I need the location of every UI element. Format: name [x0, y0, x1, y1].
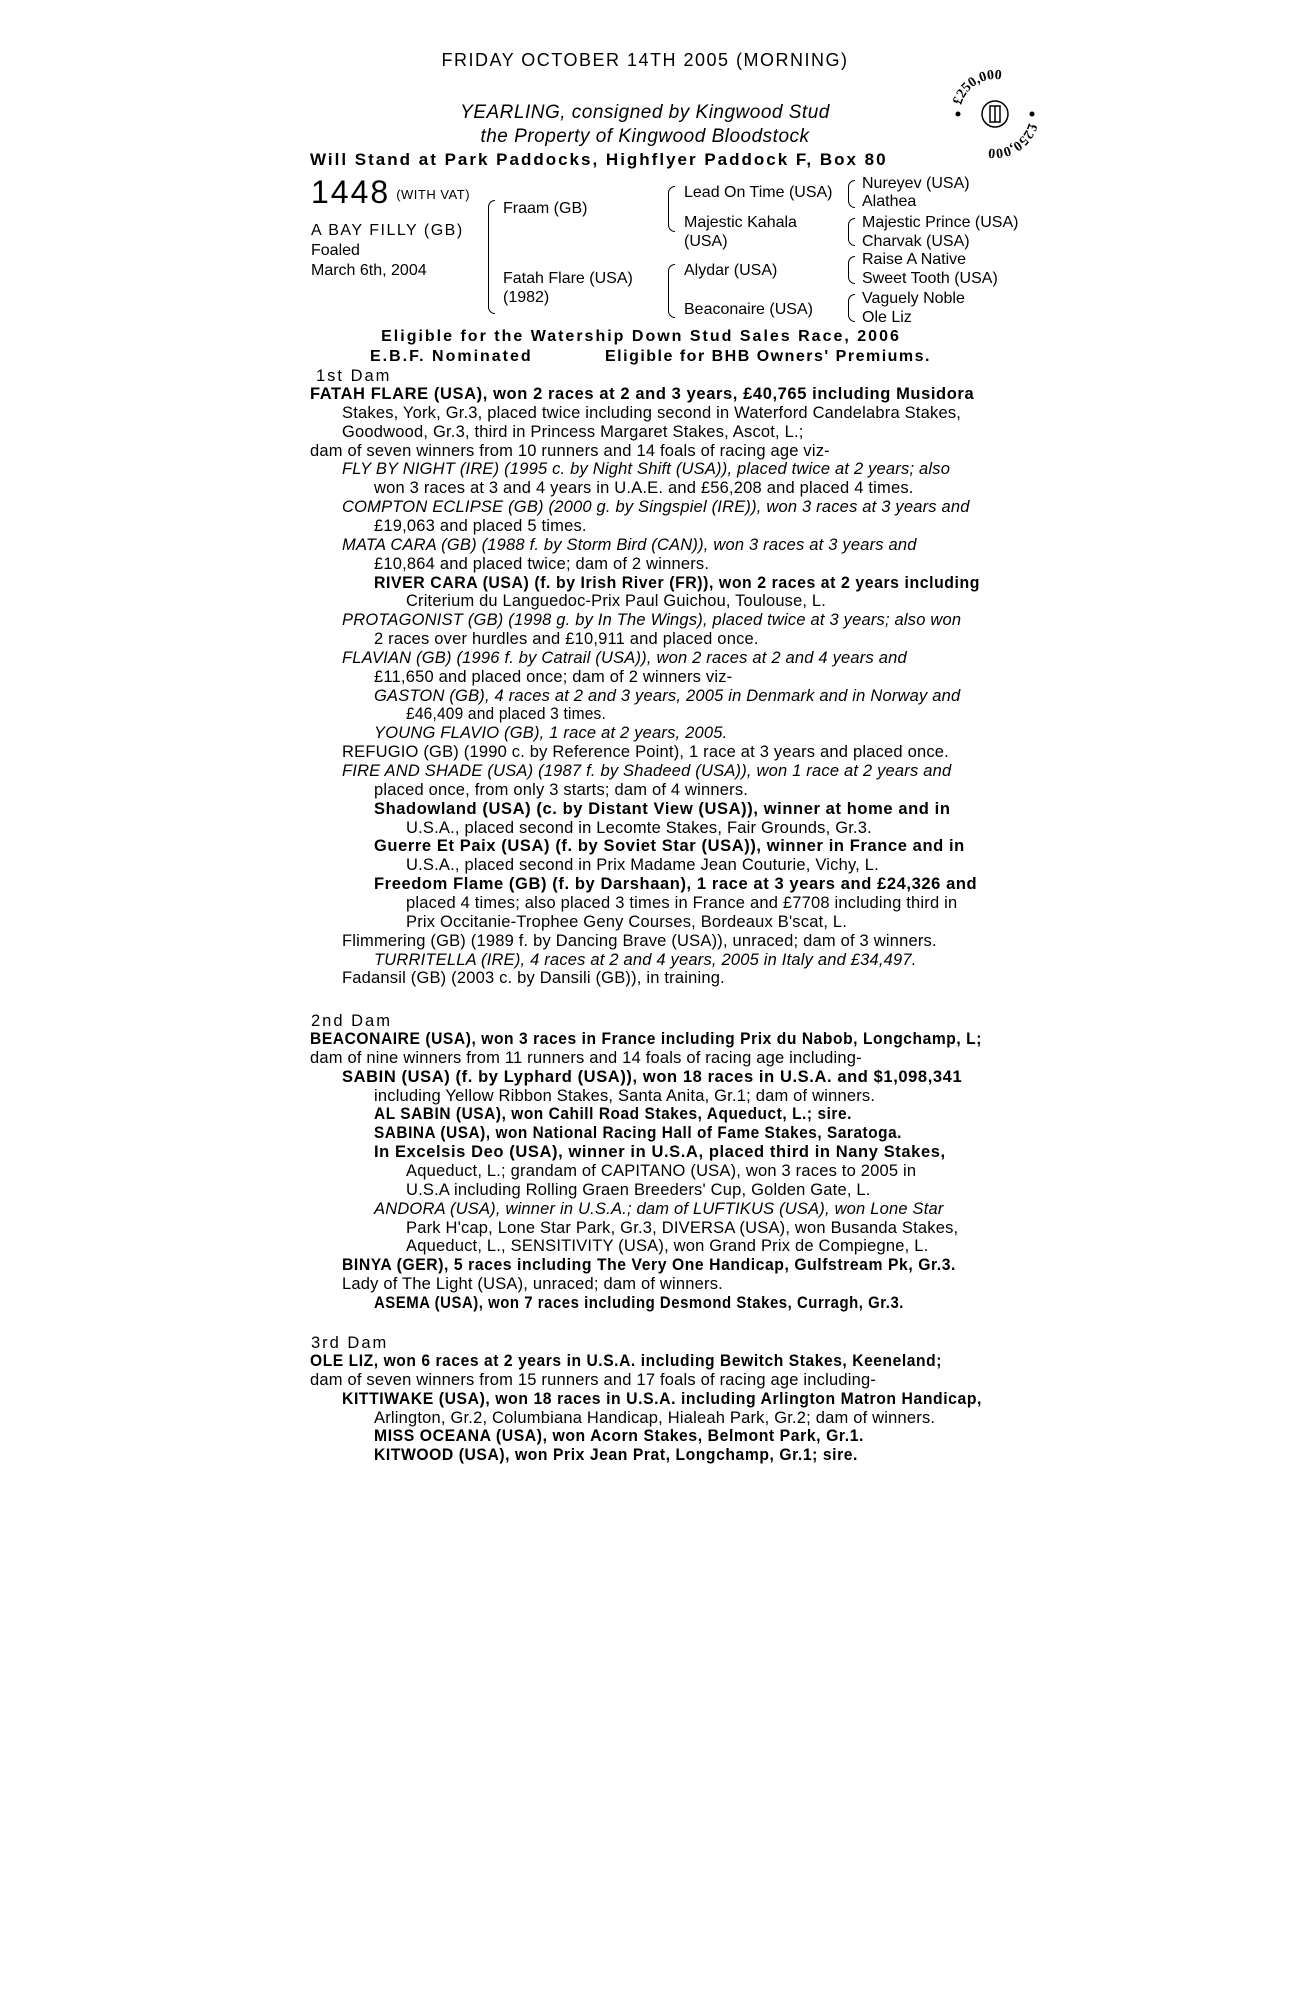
foaled-date: March 6th, 2004	[311, 262, 427, 279]
pedigree-sire-dam-country: (USA)	[684, 233, 728, 250]
record-line: Aqueduct, L.; grandam of CAPITANO (USA), won 3 races to 2005 in	[406, 1161, 917, 1180]
section-heading: 2nd Dam	[311, 1012, 392, 1030]
record-line: BEACONAIRE (USA), won 3 races in France including Prix du Nabob, Longchamp, L;	[310, 1030, 982, 1048]
record-line: £10,864 and placed twice; dam of 2 winners.	[374, 554, 710, 573]
pedigree-gen3: Sweet Tooth (USA)	[862, 270, 998, 287]
pedigree-brace	[848, 294, 855, 322]
record-line: OLE LIZ, won 6 races at 2 years in U.S.A. including Bewitch Stakes, Keeneland;	[310, 1352, 942, 1370]
record-line: Shadowland (USA) (c. by Distant View (USA)), winner at home and in	[374, 799, 951, 818]
record-line: U.S.A., placed second in Lecomte Stakes, Fair Grounds, Gr.3.	[406, 818, 872, 837]
record-line: £46,409 and placed 3 times.	[406, 705, 606, 724]
record-line: FLY BY NIGHT (IRE) (1995 c. by Night Shift (USA)), placed twice at 2 years; also	[342, 460, 951, 479]
record-line: YOUNG FLAVIO (GB), 1 race at 2 years, 2005.	[374, 724, 728, 743]
record-line: SABINA (USA), won National Racing Hall of Fame Stakes, Saratoga.	[374, 1124, 902, 1143]
record-line: KITTIWAKE (USA), won 18 races in U.S.A. including Arlington Matron Handicap,	[342, 1389, 982, 1408]
property-line: the Property of Kingwood Bloodstock	[480, 126, 810, 147]
stand-location: Will Stand at Park Paddocks, Highflyer Paddock F, Box 80	[310, 150, 888, 169]
record-line: SABIN (USA) (f. by Lyphard (USA)), won 18 races in U.S.A. and $1,098,341	[342, 1067, 963, 1086]
lot-description: A BAY FILLY (GB)	[311, 222, 464, 239]
price-seal-icon	[950, 62, 1040, 162]
record-line: MATA CARA (GB) (1988 f. by Storm Bird (CAN)), won 3 races at 3 years and	[342, 535, 917, 554]
sale-date: FRIDAY OCTOBER 14TH 2005 (MORNING)	[441, 50, 849, 70]
record-line: AL SABIN (USA), won Cahill Road Stakes, Aqueduct, L.; sire.	[374, 1105, 852, 1124]
pedigree-dam: Fatah Flare (USA)	[503, 270, 633, 287]
record-line: ANDORA (USA), winner in U.S.A.; dam of LUFTIKUS (USA), won Lone Star	[374, 1199, 944, 1218]
record-line: GASTON (GB), 4 races at 2 and 3 years, 2005 in Denmark and in Norway and	[374, 686, 961, 705]
vat-note: (WITH VAT)	[396, 187, 471, 202]
record-line: FATAH FLARE (USA), won 2 races at 2 and 3 years, £40,765 including Musidora	[310, 385, 975, 403]
section-heading: 3rd Dam	[311, 1334, 389, 1352]
pedigree-brace	[848, 218, 855, 246]
record-line: FIRE AND SHADE (USA) (1987 f. by Shadeed (USA)), won 1 race at 2 years and	[342, 762, 952, 780]
record-line: won 3 races at 3 and 4 years in U.A.E. and £56,208 and placed 4 times.	[374, 479, 914, 498]
record-line: REFUGIO (GB) (1990 c. by Reference Point), 1 race at 3 years and placed once.	[342, 743, 949, 762]
record-line: Freedom Flame (GB) (f. by Darshaan), 1 race at 3 years and £24,326 and	[374, 875, 978, 894]
record-line: Criterium du Languedoc-Prix Paul Guichou, Toulouse, L.	[406, 592, 826, 611]
record-line: TURRITELLA (IRE), 4 races at 2 and 4 years, 2005 in Italy and £34,497.	[374, 950, 917, 969]
pedigree-gen3: Raise A Native	[862, 251, 967, 268]
svg-text:£250,000: £250,000	[987, 121, 1040, 161]
consignor-line: YEARLING, consigned by Kingwood Stud	[460, 102, 830, 123]
foaled-label: Foaled	[311, 242, 360, 259]
bhb-eligibility: Eligible for BHB Owners' Premiums.	[605, 348, 931, 365]
pedigree-sire: Fraam (GB)	[503, 200, 588, 217]
pedigree-brace	[668, 186, 675, 232]
pedigree-brace	[848, 180, 855, 208]
record-line: PROTAGONIST (GB) (1998 g. by In The Wings), placed twice at 3 years; also won	[342, 611, 962, 630]
record-line: including Yellow Ribbon Stakes, Santa Anita, Gr.1; dam of winners.	[374, 1086, 876, 1105]
record-line: Fadansil (GB) (2003 c. by Dansili (GB)), in training.	[342, 969, 725, 988]
record-line: U.S.A including Rolling Graen Breeders' Cup, Golden Gate, L.	[406, 1180, 871, 1199]
pedigree-dam-year: (1982)	[503, 289, 550, 306]
pedigree-brace	[848, 256, 855, 284]
record-line: Stakes, York, Gr.3, placed twice including second in Waterford Candelabra Stakes,	[342, 403, 962, 422]
record-line: COMPTON ECLIPSE (GB) (2000 g. by Singspiel (IRE)), won 3 races at 3 years and	[342, 498, 970, 517]
eligibility-watership: Eligible for the Watership Down Stud Sales Race, 2006	[381, 328, 901, 345]
section-heading: 1st Dam	[316, 367, 392, 385]
record-line: Goodwood, Gr.3, third in Princess Margaret Stakes, Ascot, L.;	[342, 422, 804, 441]
record-line: KITWOOD (USA), won Prix Jean Prat, Longchamp, Gr.1; sire.	[374, 1446, 858, 1465]
record-line: Lady of The Light (USA), unraced; dam of winners.	[342, 1275, 723, 1294]
record-line: FLAVIAN (GB) (1996 f. by Catrail (USA)), won 2 races at 2 and 4 years and	[342, 648, 907, 667]
record-line: BINYA (GER), 5 races including The Very One Handicap, Gulfstream Pk, Gr.3.	[342, 1256, 956, 1275]
record-line: 2 races over hurdles and £10,911 and placed once.	[374, 630, 759, 649]
pedigree-gen3: Alathea	[862, 193, 917, 210]
pedigree-dam-dam: Beaconaire (USA)	[684, 301, 813, 318]
pedigree-gen3: Majestic Prince (USA)	[862, 214, 1019, 231]
record-line: Arlington, Gr.2, Columbiana Handicap, Hialeah Park, Gr.2; dam of winners.	[374, 1408, 936, 1427]
pedigree-brace	[668, 264, 675, 318]
record-line: Guerre Et Paix (USA) (f. by Soviet Star (USA)), winner in France and in	[374, 837, 965, 856]
record-line: Flimmering (GB) (1989 f. by Dancing Brave (USA)), unraced; dam of 3 winners.	[342, 931, 937, 950]
record-line: dam of nine winners from 11 runners and 14 foals of racing age including-	[310, 1048, 862, 1067]
record-line: Park H'cap, Lone Star Park, Gr.3, DIVERSA (USA), won Busanda Stakes,	[406, 1218, 959, 1237]
record-line: dam of seven winners from 10 runners and 14 foals of racing age viz-	[310, 441, 830, 460]
record-line: U.S.A., placed second in Prix Madame Jean Couturie, Vichy, L.	[406, 856, 879, 875]
record-line: placed once, from only 3 starts; dam of 4 winners.	[374, 780, 749, 799]
record-line: ASEMA (USA), won 7 races including Desmond Stakes, Curragh, Gr.3.	[374, 1293, 904, 1312]
pedigree-gen3: Vaguely Noble	[862, 290, 965, 307]
record-line: Prix Occitanie-Trophee Geny Courses, Bordeaux B'scat, L.	[406, 912, 848, 931]
record-line: £19,063 and placed 5 times.	[374, 516, 587, 535]
pedigree-brace	[488, 200, 495, 314]
record-line: dam of seven winners from 15 runners and 17 foals of racing age including-	[310, 1370, 877, 1389]
pedigree-gen3: Ole Liz	[862, 309, 912, 326]
lot-number: 1448 (WITH VAT)	[311, 174, 471, 210]
pedigree-gen3: Nureyev (USA)	[862, 175, 970, 192]
pedigree-sire-sire: Lead On Time (USA)	[684, 184, 833, 201]
pedigree-dam-sire: Alydar (USA)	[684, 262, 778, 279]
record-line: £11,650 and placed once; dam of 2 winners viz-	[374, 667, 733, 686]
svg-text:£250,000: £250,000	[950, 67, 1003, 107]
record-line: Aqueduct, L., SENSITIVITY (USA), won Grand Prix de Compiegne, L.	[406, 1237, 929, 1256]
pedigree-gen3: Charvak (USA)	[862, 233, 970, 250]
record-line: In Excelsis Deo (USA), winner in U.S.A, placed third in Nany Stakes,	[374, 1143, 946, 1162]
record-line: MISS OCEANA (USA), won Acorn Stakes, Belmont Park, Gr.1.	[374, 1427, 864, 1446]
record-line: RIVER CARA (USA) (f. by Irish River (FR)), won 2 races at 2 years including	[374, 573, 980, 592]
pedigree-sire-dam: Majestic Kahala	[684, 214, 797, 231]
ebf-nominated: E.B.F. Nominated	[370, 348, 533, 365]
record-line: placed 4 times; also placed 3 times in France and £7708 including third in	[406, 893, 958, 912]
